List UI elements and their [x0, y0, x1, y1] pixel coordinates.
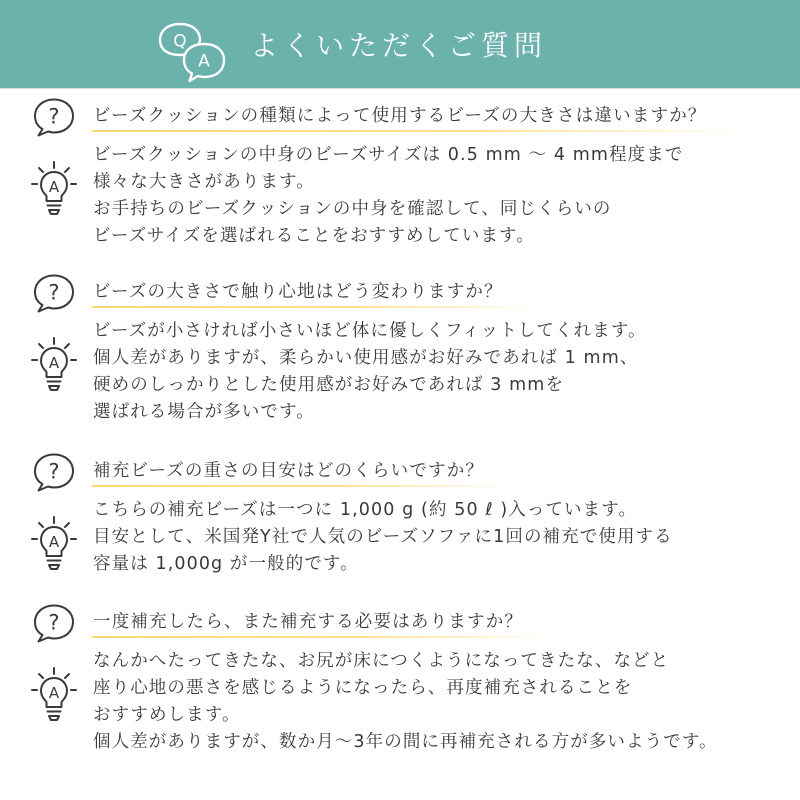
header-divider	[0, 88, 800, 89]
question-underline	[92, 130, 752, 132]
svg-text:A: A	[48, 684, 60, 702]
svg-text:A: A	[48, 354, 60, 372]
svg-text:?: ?	[48, 104, 60, 129]
svg-text:?: ?	[48, 280, 60, 305]
question-underline	[92, 306, 542, 308]
svg-text:A: A	[48, 533, 60, 551]
question-text: ビーズの大きさで触り心地はどう変わりますか？	[93, 282, 503, 302]
question-bubble-icon	[32, 452, 78, 492]
svg-text:A: A	[198, 51, 210, 72]
question-text: 一度補充したら、また補充する必要はありますか？	[93, 612, 524, 632]
question-text: 補充ビーズの重さの目安はどのくらいですか？	[93, 461, 485, 481]
answer-lightbulb-icon	[31, 160, 77, 218]
answer-lightbulb-icon	[31, 515, 77, 573]
page-title: よくいただくご質問	[250, 29, 548, 62]
question-bubble-icon	[32, 273, 78, 313]
answer-text: こちらの補充ビーズは一つに 1,000 g (約 50 ℓ )入っています。 目安として、米国発Y社で人気のビーズソファに1回の補充で使用する 容量は 1,000g が一般的です。	[93, 500, 673, 574]
svg-text:Q: Q	[173, 31, 187, 52]
question-bubble-icon	[32, 97, 78, 137]
answer-text: ビーズが小さければ小さいほど体に優しくフィットしてくれます。 個人差がありますが、柔らかい使用感がお好みであれば 1 mm、 硬めのしっかりとした使用感がお好みであれば 3 mmを 選ばれる場合が多いです。	[93, 321, 647, 422]
header-banner	[0, 0, 800, 88]
qa-speech-bubbles-icon	[158, 20, 234, 84]
answer-text: なんかへたってきたな、お尻が床につくようになってきたな、などと 座り心地の悪さを感じるようになったら、再度補充されることを おすすめします。 個人差がありますが、数か月～3年の間に再補充される方が多いようです。	[93, 651, 718, 752]
question-bubble-icon	[32, 603, 78, 643]
answer-lightbulb-icon	[31, 336, 77, 394]
answer-text: ビーズクッションの中身のビーズサイズは 0.5 mm ～ 4 mm程度まで 様々な大きさがあります。 お手持ちのビーズクッションの中身を確認して、同じくらいの ビーズサイズを選ばれることをおすすめしています。	[93, 145, 684, 246]
question-text: ビーズクッションの種類によって使用するビーズの大きさは違いますか？	[93, 106, 707, 126]
svg-text:A: A	[48, 178, 60, 196]
svg-text:?: ?	[48, 610, 60, 635]
question-underline	[92, 636, 552, 638]
question-underline	[92, 485, 512, 487]
svg-text:?: ?	[48, 459, 60, 484]
answer-lightbulb-icon	[31, 666, 77, 724]
